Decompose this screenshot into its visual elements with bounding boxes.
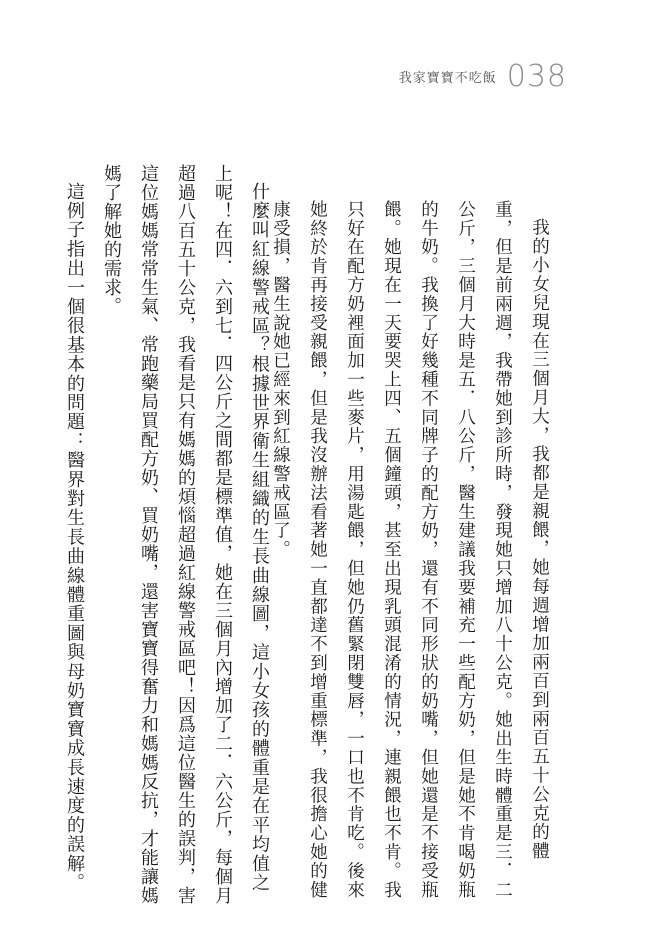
quote-line: 公斤，三個月大時是五．八公斤，醫生建議我要補充一些配方奶，但是她不肯喝奶瓶 <box>455 200 476 900</box>
quote-line: 康受損，醫生說她已經來到紅線警戒區了。 <box>270 200 291 560</box>
body-line: 這位媽媽常常生氣、常跑藥局買配方奶、買奶嘴，還害寶寶得奮力和媽媽反抗，才能讓媽 <box>138 164 159 905</box>
body-line: 什麼叫紅線警戒區？根據世界衛生組織的生長曲線圖，這小女孩的體重是在平均值之 <box>249 182 270 893</box>
book-title: 我家寶寶不吃飯 <box>398 71 497 86</box>
page-number: 038 <box>506 59 567 94</box>
body-line: 媽了解她的需求。 <box>101 164 122 316</box>
body-line: 超過八百五十公克，我看是只有媽媽的煩惱超過紅線警戒區吧！因爲這位醫生的誤判，害 <box>175 164 196 905</box>
body-line: 這例子指出一個很基本的問題：醫界對生長曲線體重圖與母奶寶寶成長速度的誤解。 <box>64 182 85 893</box>
quote-line: 重，但是前兩週，我帶她到診所時，發現她只增加八十公克。她出生時體重是三．二 <box>492 200 513 900</box>
body-line: 上呢！在四．六到七．四公斤之間都是標準值，她在三個月內增加了二．六公斤，每個月 <box>212 164 233 905</box>
quote-line: 的牛奶。我換了好幾種不同牌子的配方奶，還有不同形狀的奶嘴，但她還是不接受瓶 <box>418 200 439 900</box>
quote-line: 她終於肯再接受親餵，但是我沒辦法看著她一直都達不到增重標準，我很擔心她的健 <box>307 200 328 900</box>
quote-line: 餵。她現在一天要哭上四、五個鐘頭，甚至出現乳頭混淆的情況，連親餵也不肯。我 <box>381 200 402 900</box>
page-header <box>398 59 567 94</box>
quote-line: 只好在配方奶裡面加一些麥片，用湯匙餵，但她仍舊緊閉雙唇，一口也不肯吃。後來 <box>344 200 365 900</box>
quote-line: 我的小女兒現在三個月大，我都是親餵，她每週增加兩百到兩百五十公克的體 <box>529 218 550 861</box>
